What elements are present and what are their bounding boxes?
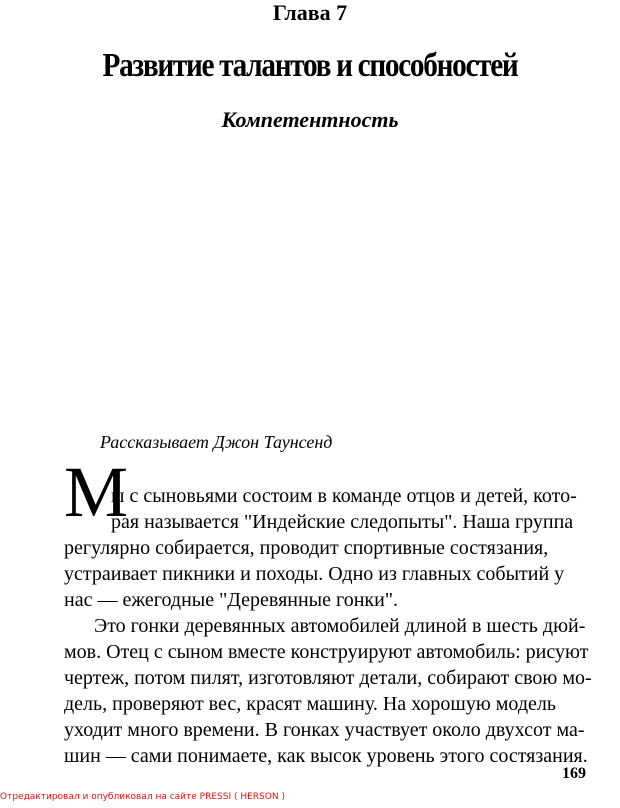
- paragraph1-line: нас — ежегодные "Деревянные гонки".: [64, 589, 398, 611]
- paragraph2-line: Это гонки деревянных автомобилей длиной в шесть дюй-: [94, 615, 586, 637]
- chapter-subtitle: Компетентность: [221, 107, 399, 132]
- paragraph1-line: ы с сыновьями состоим в команде отцов и детей, кото-: [111, 485, 577, 507]
- paragraph2-line: дель, проверяют вес, красят машину. На хорошую модель: [64, 693, 557, 715]
- paragraph1-line: регулярно собирается, проводит спортивные состязания,: [64, 537, 549, 559]
- paragraph1-line: устраивает пикники и походы. Одно из главных событий у: [64, 563, 565, 585]
- paragraph2-line: чертеж, потом пилят, изготовляют детали, собирают свою мо-: [64, 667, 592, 689]
- paragraph2-line: шин — сами понимаете, как высок уровень этого состязания.: [64, 745, 588, 767]
- page-number: 169: [562, 765, 586, 782]
- narrator-line: Рассказывает Джон Таунсенд: [100, 432, 333, 452]
- publisher-note: Отредактировал и опубликовал на сайте PRESSI ( HERSON ): [0, 792, 285, 802]
- chapter-title: Развитие талантов и способностей: [102, 47, 518, 84]
- paragraph1-line: рая называется "Индейские следопыты". Наша группа: [111, 511, 574, 533]
- paragraph2-line: мов. Отец с сыном вместе конструируют автомобиль: рисуют: [64, 641, 589, 663]
- paragraph2-line: уходит много времени. В гонках участвует около двухсот ма-: [64, 719, 585, 741]
- drop-cap: М: [64, 452, 129, 532]
- chapter-heading: Глава 7: [272, 0, 348, 25]
